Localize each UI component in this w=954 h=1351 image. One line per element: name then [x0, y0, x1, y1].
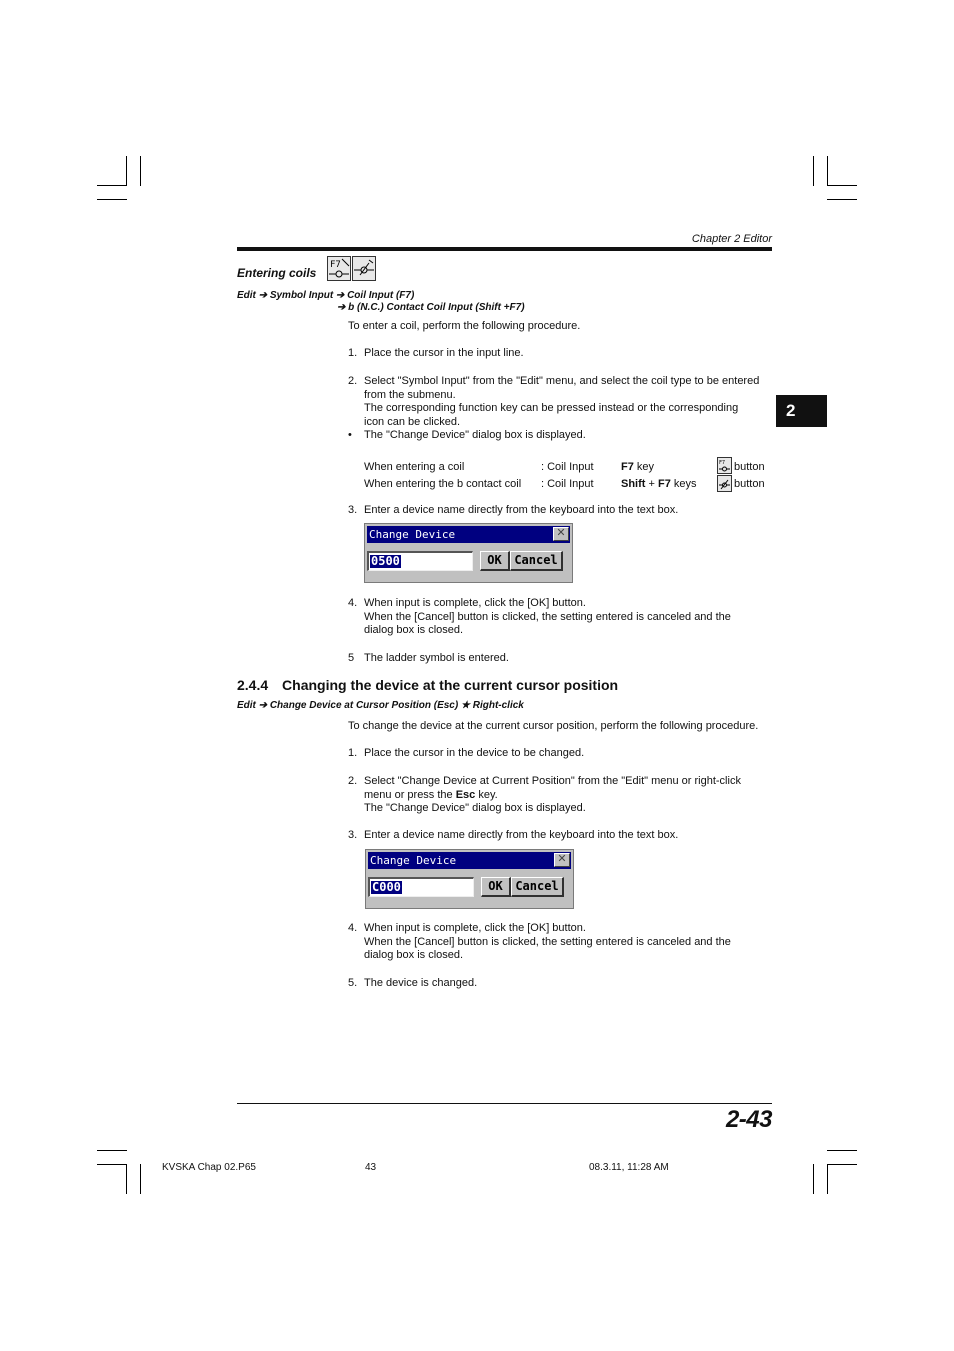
table-row [364, 478, 774, 492]
chapter-tab-number: 2 [786, 401, 796, 420]
coil-icon [327, 256, 351, 281]
crop-mark [126, 1164, 127, 1194]
key-name: F7 [658, 478, 671, 490]
key-plus: + [645, 478, 658, 490]
crop-mark [827, 185, 857, 186]
key-name: Shift [621, 478, 646, 490]
procedure-intro: To enter a coil, perform the following procedure. [348, 320, 581, 332]
device-input-value: C000 [372, 880, 401, 894]
key-name: F7 [621, 461, 634, 473]
step-number: 1. [348, 747, 358, 759]
step-text: Select "Change Device at Current Position" from the "Edit" menu or right-click [364, 775, 741, 787]
crop-mark [97, 1150, 127, 1151]
step-text: Enter a device name directly from the keyboard into the text box. [364, 504, 679, 516]
dialog-title: Change Device [367, 526, 570, 543]
svg-text:F7: F7 [330, 260, 341, 270]
coil-icon [717, 457, 732, 474]
crop-mark [97, 1164, 127, 1165]
device-input[interactable] [368, 877, 474, 897]
table-cell [621, 478, 697, 492]
footer-rule [237, 1103, 772, 1104]
section-heading [237, 677, 618, 693]
table-cell: button [734, 478, 765, 490]
change-device-dialog [365, 849, 574, 909]
crop-mark [827, 1164, 857, 1165]
ok-button[interactable]: OK [480, 551, 510, 571]
svg-text:F7: F7 [719, 460, 726, 466]
chapter-header: Chapter 2 Editor [691, 233, 772, 245]
header-rule [237, 247, 772, 251]
crop-mark [97, 199, 127, 200]
section-number: 2.4.4 [237, 677, 269, 693]
crop-mark [813, 1164, 814, 1194]
section-title-entering-coils: Entering coils [237, 266, 317, 280]
crop-mark [97, 185, 127, 186]
table-row [364, 461, 774, 475]
crop-mark [827, 156, 828, 186]
crop-mark [827, 1150, 857, 1151]
change-device-dialog [364, 523, 573, 583]
step-text-part: menu or press the [364, 788, 456, 801]
step-text: When input is complete, click the [OK] button. [364, 922, 586, 934]
menu-path: ➔ b (N.C.) Contact Coil Input (Shift +F7) [337, 302, 525, 313]
table-cell: When entering the b contact coil [364, 478, 522, 490]
step-text [364, 789, 778, 803]
page-number: 2-43 [725, 1106, 772, 1133]
key-suffix: key [633, 461, 655, 473]
step-number: 3. [348, 829, 358, 841]
crop-mark [827, 199, 857, 200]
bullet-text: The "Change Device" dialog box is displayed. [364, 429, 586, 441]
step-text-part: key. [475, 788, 498, 801]
step-text: When input is complete, click the [OK] button. [364, 597, 586, 609]
crop-mark [140, 1164, 141, 1194]
step-number: 2. [348, 375, 358, 387]
step-text: dialog box is closed. [364, 624, 464, 636]
close-icon[interactable]: ✕ [553, 527, 569, 541]
print-footer-file: KVSKA Chap 02.P65 [162, 1162, 256, 1173]
close-icon[interactable]: ✕ [554, 853, 570, 867]
step-number: 3. [348, 504, 358, 516]
step-text: The corresponding function key can be pressed instead or the corresponding [364, 402, 739, 414]
step-text: Select "Symbol Input" from the "Edit" menu, and select the coil type to be entered [364, 375, 760, 387]
step-text: Place the cursor in the input line. [364, 347, 524, 359]
print-footer-timestamp: 08.3.11, 11:28 AM [589, 1162, 669, 1173]
b-contact-coil-icon [717, 475, 732, 492]
step-text: icon can be clicked. [364, 415, 460, 428]
table-cell: When entering a coil [364, 461, 465, 473]
device-input[interactable] [367, 551, 473, 571]
step-text: dialog box is closed. [364, 949, 464, 961]
procedure-intro: To change the device at the current cursor position, perform the following procedure. [348, 720, 759, 732]
cancel-button[interactable]: Cancel [511, 877, 564, 897]
section-title: Changing the device at the current cursor position [282, 677, 619, 693]
table-cell: : Coil Input [541, 461, 594, 473]
step-number: 2. [348, 775, 358, 787]
b-contact-coil-icon [352, 256, 376, 281]
crop-mark [827, 1164, 828, 1194]
step-text: When the [Cancel] button is clicked, the setting entered is canceled and the [364, 610, 731, 623]
key-name: Esc [455, 788, 476, 801]
step-number: 5 [348, 652, 355, 664]
step-number: 5. [348, 977, 358, 989]
bullet-mark: • [348, 429, 352, 441]
menu-path: Edit ➔ Symbol Input ➔ Coil Input (F7) [237, 290, 415, 301]
crop-mark [813, 156, 814, 186]
step-number: 4. [348, 597, 358, 609]
table-cell [621, 461, 654, 475]
cancel-button[interactable]: Cancel [510, 551, 563, 571]
step-text: Place the cursor in the device to be changed. [364, 747, 585, 759]
step-text: from the submenu. [364, 388, 456, 401]
step-number: 4. [348, 922, 358, 934]
chapter-tab [776, 395, 827, 427]
device-input-value: 0500 [371, 554, 400, 568]
print-footer-page: 43 [365, 1162, 377, 1173]
table-cell: : Coil Input [541, 478, 594, 490]
table-cell: button [734, 461, 765, 473]
crop-mark [140, 156, 141, 186]
crop-mark [126, 156, 127, 186]
menu-path: Edit ➔ Change Device at Cursor Position (Esc) ★ Right-click [237, 700, 524, 711]
step-text: When the [Cancel] button is clicked, the setting entered is canceled and the [364, 935, 731, 948]
ok-button[interactable]: OK [481, 877, 511, 897]
step-number: 1. [348, 347, 358, 359]
step-text: The ladder symbol is entered. [364, 652, 509, 664]
step-text: Enter a device name directly from the keyboard into the text box. [364, 829, 679, 841]
step-text: The device is changed. [364, 977, 478, 989]
key-suffix: keys [670, 478, 697, 490]
dialog-title: Change Device [368, 852, 571, 869]
step-text: The "Change Device" dialog box is displayed. [364, 802, 586, 814]
